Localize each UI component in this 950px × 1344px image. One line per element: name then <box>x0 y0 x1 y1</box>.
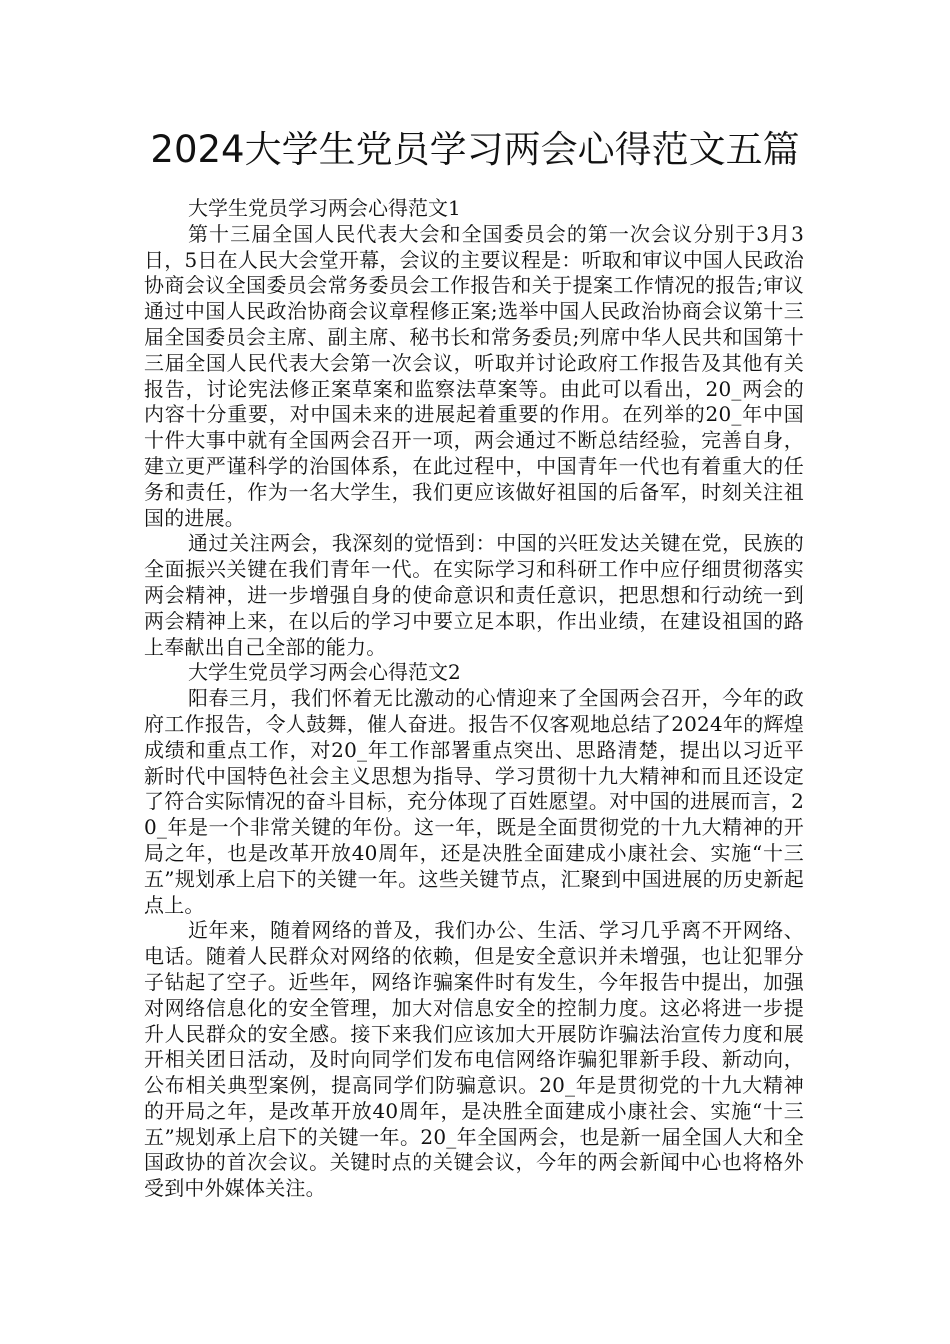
paragraph: 近年来，随着网络的普及，我们办公、生活、学习几乎离不开网络、电话。随着人民群众对网络的依赖，但是安全意识并未增强，也让犯罪分子钻起了空子。近些年，网络诈骗案件时有发生，今年报告中提出，加强对网络信息化的安全管理，加大对信息安全的控制力度。这必将进一步提升人民群众的安全感。接下来我们应该加大开展防诈骗法治宣传力度和展开相关团日活动，及时向同学们发布电信网络诈骗犯罪新手段、新动向，公布相关典型案例，提高同学们防骗意识。20_年是贯彻党的十九大精神的开局之年，是改革开放40周年，是决胜全面建成小康社会、实施“十三五”规划承上启下的关键一年。20_年全国两会，也是新一届全国人大和全国政协的首次会议。关键时点的关键会议，今年的两会新闻中心也将格外受到中外媒体关注。 <box>144 918 804 1201</box>
section-heading: 大学生党员学习两会心得范文1 <box>188 196 461 220</box>
document-body <box>144 196 804 1202</box>
paragraph: 通过关注两会，我深刻的觉悟到：中国的兴旺发达关键在党，民族的全面振兴关键在我们青年一代。在实际学习和科研工作中应仔细贯彻落实两会精神，进一步增强自身的使命意识和责任意识，把思想和行动统一到两会精神上来，在以后的学习中要立足本职，作出业绩，在建设祖国的路上奉献出自己全部的能力。 <box>144 531 804 659</box>
section-heading: 大学生党员学习两会心得范文2 <box>188 660 461 685</box>
paragraph: 第十三届全国人民代表大会和全国委员会的第一次会议分别于3月3日，5日在人民大会堂开幕，会议的主要议程是：听取和审议中国人民政治协商会议全国委员会常务委员会工作报告和关于提案工作情况的报告;审议通过中国人民政治协商会议章程修正案;选举中国人民政治协商会议第十三届全国委员会主席、副主席、秘书长和常务委员;列席中华人民共和国第十三届全国人民代表大会第一次会议，听取并讨论政府工作报告及其他有关报告，讨论宪法修正案草案和监察法草案等。由此可以看出，20_两会的内容十分重要，对中国未来的进展起着重要的作用。在列举的20_年中国十件大事中就有全国两会召开一项，两会通过不断总结经验，完善自身，建立更严谨科学的治国体系，在此过程中，中国青年一代也有着重大的任务和责任，作为一名大学生，我们更应该做好祖国的后备军，时刻关注祖国的进展。 <box>144 221 804 530</box>
document-title: 2024大学生党员学习两会心得范文五篇 <box>150 128 800 171</box>
paragraph: 阳春三月，我们怀着无比激动的心情迎来了全国两会召开，今年的政府工作报告，令人鼓舞，催人奋进。报告不仅客观地总结了2024年的辉煌成绩和重点工作，对20_年工作部署重点突出、思路清楚，提出以习近平新时代中国特色社会主义思想为指导、学习贯彻十九大精神和而且还设定了符合实际情况的奋斗目标，充分体现了百姓愿望。对中国的进展而言，20_年是一个非常关键的年份。这一年，既是全面贯彻党的十九大精神的开局之年，也是改革开放40周年，还是决胜全面建成小康社会、实施“十三五”规划承上启下的关键一年。这些关键节点，汇聚到中国进展的历史新起点上。 <box>144 686 804 917</box>
